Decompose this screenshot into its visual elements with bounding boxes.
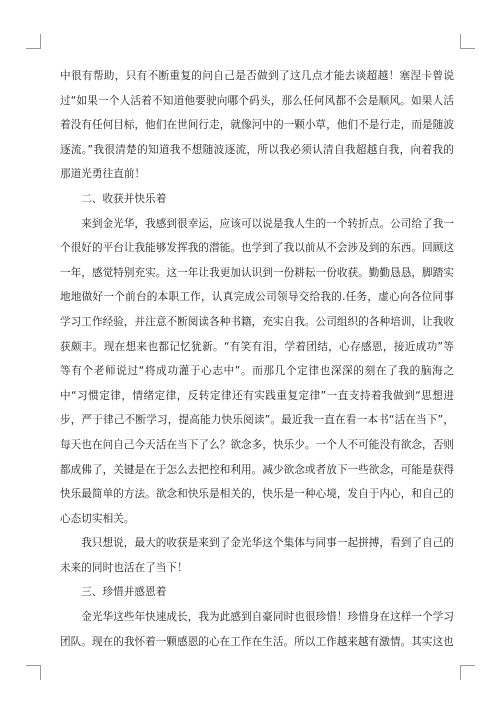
paragraph-harvest-body: 来到金光华，我感到很幸运，应该可以说是我人生的一个转折点。公司给了我一个很好的平台让我能够发挥我的潜能。也学到了我以前从不会涉及到的东西。回顾这一年，感觉特别充实。这一年让我更加认识到一份耕耘一份收获。勤勤恳恳，脚踏实地地做好一个前台的本职工作，认真完成公司领导交给我的.任务，虚心向各位同事学习工作经验，并注意不断阅读各种书籍，充实自我。公司组织的各种培训，让我收获颇丰。现在想来也都记忆犹新。“有笑有泪，学着团结，心存感恩，接近成功”等等有个老师说过“将成功灌于心志中”。而那几个定律也深深的刻在了我的脑海之中“习惯定律，情绪定律，反转定律还有实践重复定律”一直支持着我做到“思想进步，严于律己不断学习，提高能力快乐阅读”。最近我一直在看一本书“活在当下”，每天也在问自己今天活在当下了么？欲念多，快乐少。一个人不可能没有欲念，否则都成佛了，关键是在于怎么去把控和利用。减少欲念或者放下一些欲念，可能是获得快乐最简单的方法。欲念和快乐是相关的，快乐是一种心境，发自于内心，和自己的心态切实相关。 [60, 217, 454, 525]
crop-mark-top-right [460, 34, 475, 49]
section-heading-harvest: 二、收获并快乐着 [81, 192, 167, 205]
paragraph-continuation: 中很有帮助，只有不断重复的问自己是否做到了这几点才能去谈超越！塞涅卡曾说过“如果一个人活着不知道他要驶向哪个码头，那么任何风都不会是顺风。如果人活着没有任何目标，他们在世间行走，就像河中的一颗小草，他们不是行走，而是随波逐流。”我很清楚的知道我不想随波逐流，所以我必须认清自我超越自我，向着我的那道光勇往直前！ [60, 70, 454, 181]
crop-mark-bottom-left [26, 665, 41, 680]
document-body [60, 64, 454, 654]
section-heading-gratitude: 三、珍惜并感恩着 [81, 586, 167, 599]
paragraph-gratitude-body: 金光华这些年快速成长，我为此感到自豪同时也很珍惜！珍惜身在这样一个学习团队。现在的我怀着一颗感恩的心在工作在生活。所以工作越来越有激情。其实这也 [60, 611, 454, 648]
crop-mark-top-left [26, 34, 41, 49]
crop-mark-bottom-right [460, 665, 475, 680]
paragraph-harvest-summary: 我只想说，最大的收获是来到了金光华这个集体与同事一起拼搏，看到了自己的未来的同时也活在了当下！ [60, 537, 454, 574]
